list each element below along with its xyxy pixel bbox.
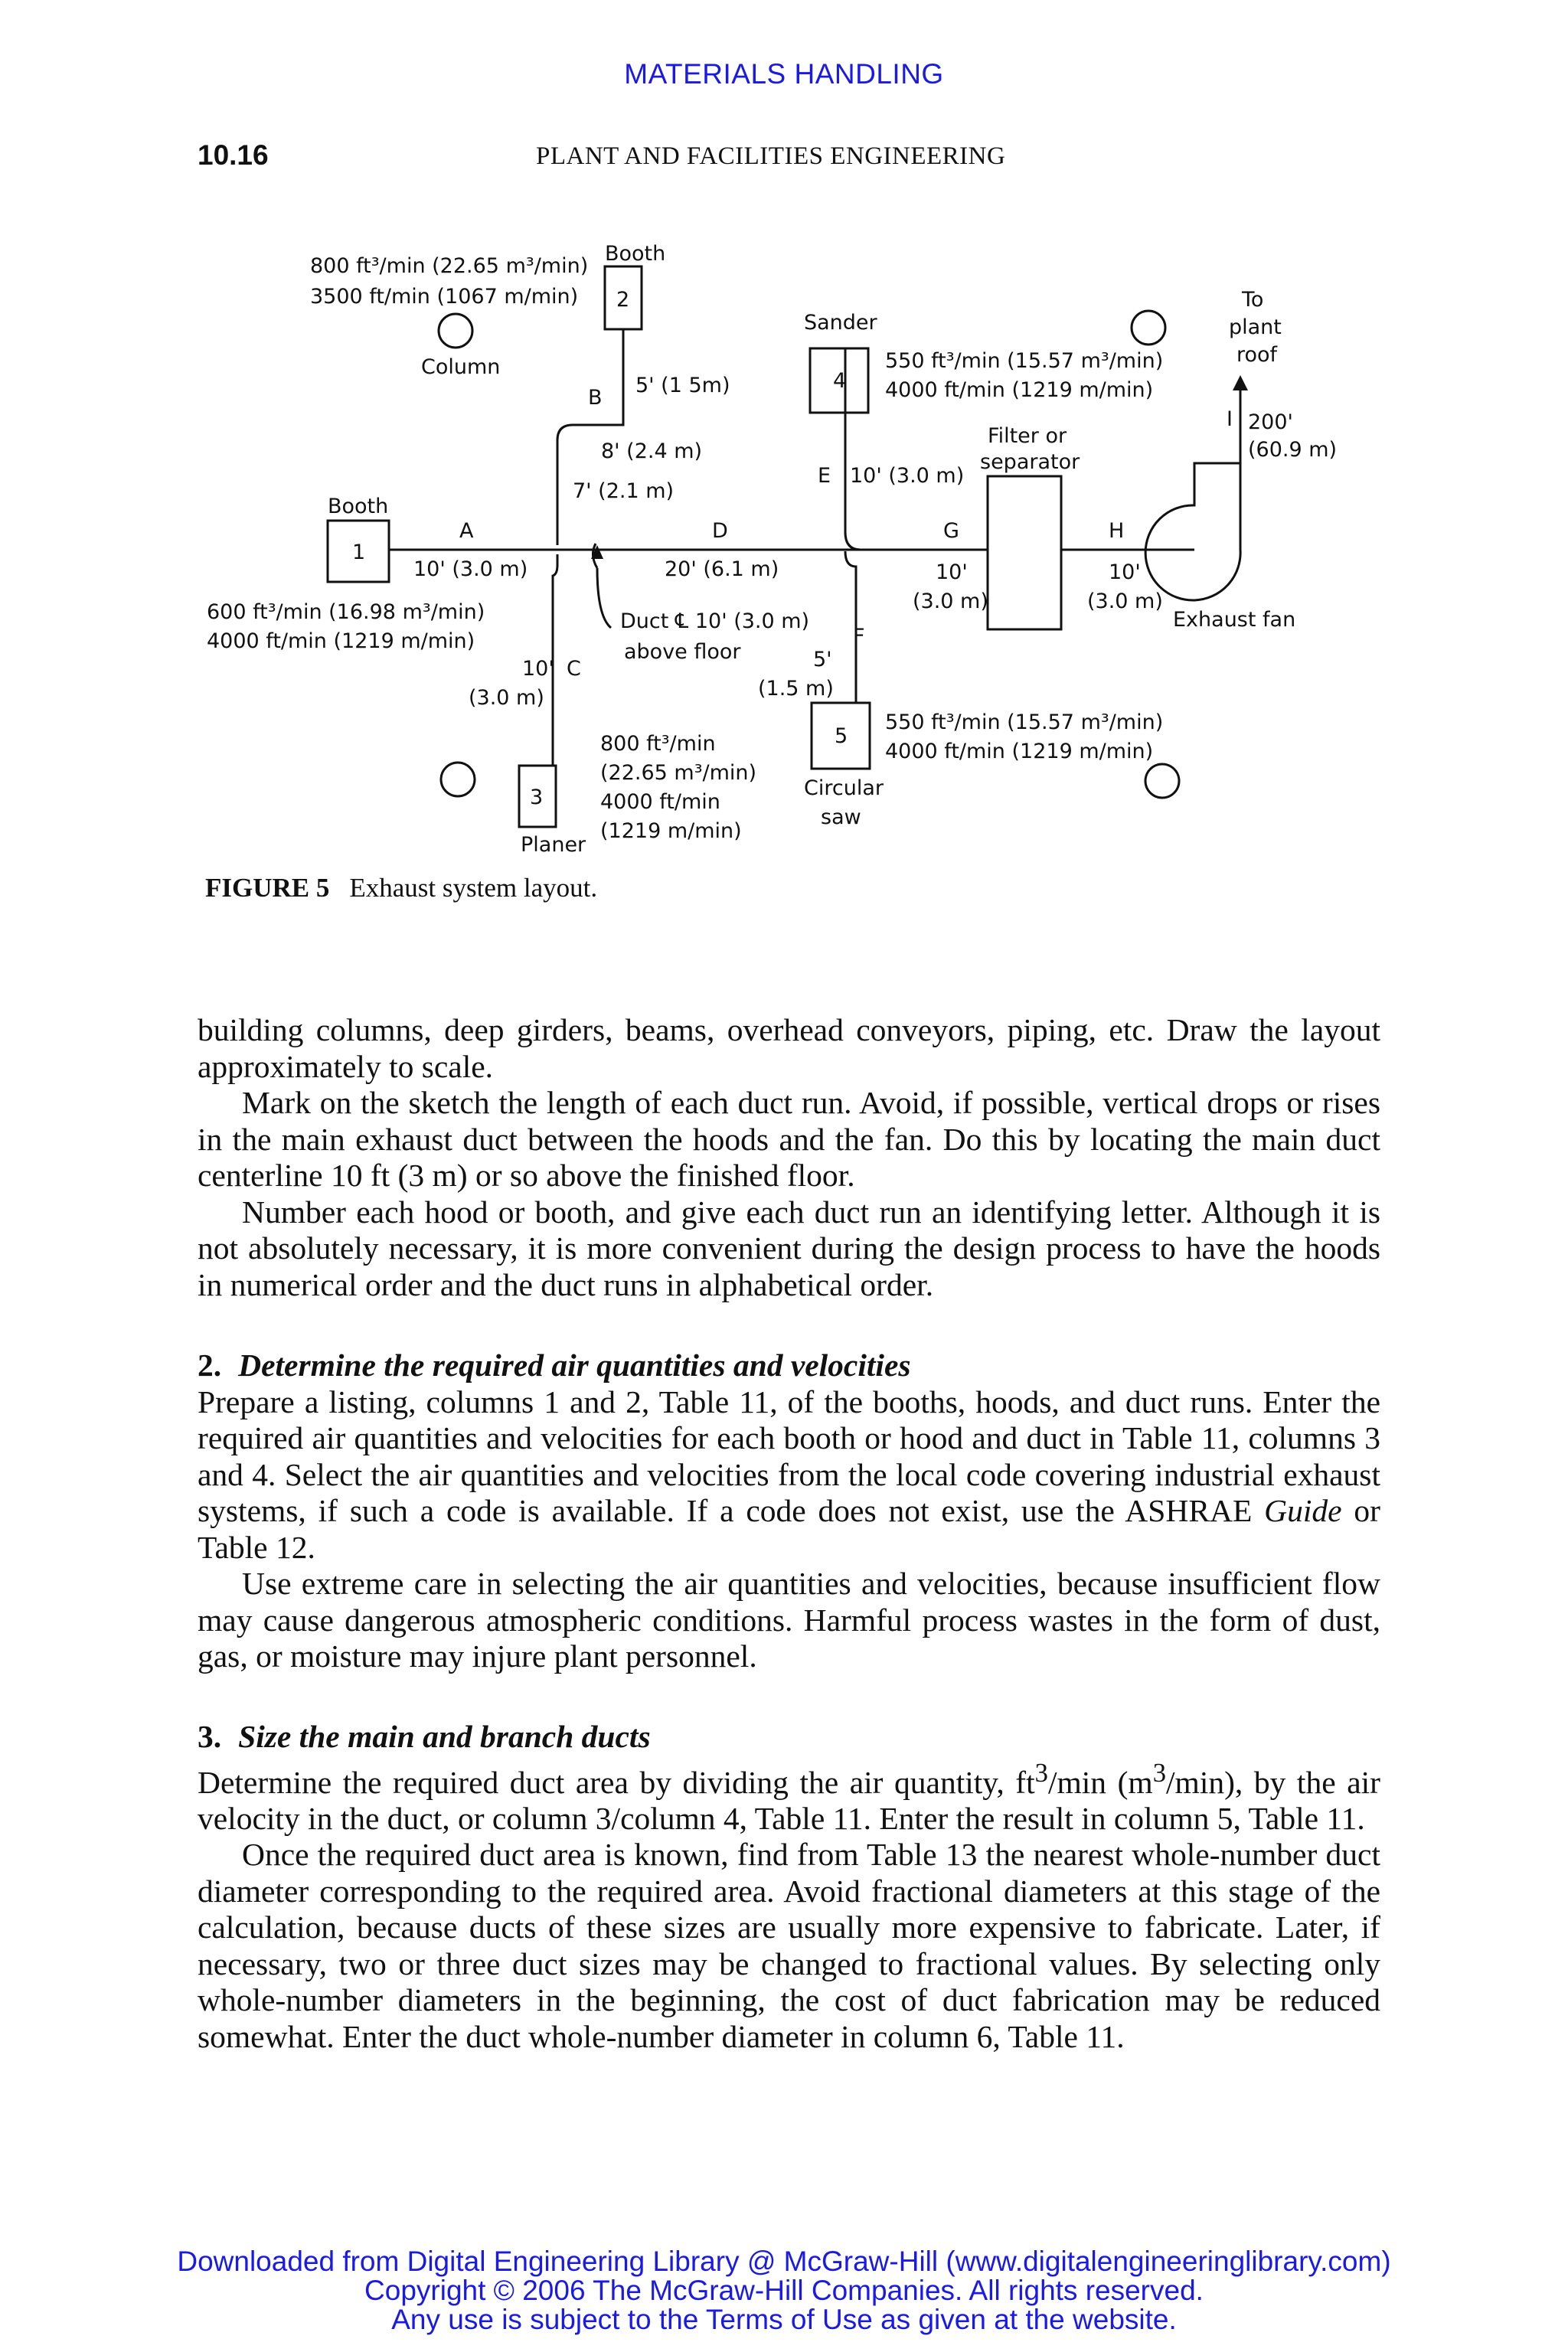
filter-label-1: Filter or [988,424,1067,448]
footer-line-2: Copyright © 2006 The McGraw-Hill Companies. All rights reserved. [364,2275,1204,2306]
duct-b-label: B [588,386,603,410]
filter-box [988,476,1061,629]
planer-flow-3: 4000 ft/min [600,790,720,814]
duct-note-2: above floor [624,640,741,664]
roof-arrow-icon [1233,375,1248,390]
planer-label: Planer [521,833,586,857]
duct-e [845,348,861,550]
planer-number: 3 [530,786,544,809]
body-text-block-1 [198,1012,1380,1303]
duct-b [557,329,623,545]
booth2-velocity: 3500 ft/min (1067 m/min) [310,285,579,309]
planer-flow-1: 800 ft³/min [600,732,716,756]
sander-flow: 550 ft³/min (15.57 m³/min) [885,349,1164,373]
filter-label-2: separator [980,450,1080,474]
roof-label-1: To [1242,288,1264,312]
paragraph-7: Once the required duct area is known, find from Table 13 the nearest whole-number duct diameter corresponding to the required area. Avoid fractional diameters at this stage of the calculation, because ducts of these sizes are usually more expensive to fabricate. Later, if necessary, two or three duct sizes may be changed to fractional values. By selecting only whole-number diameters in the beginning, the cost of duct fabrication may be reduced somewhat. Enter the duct whole-number diameter in column 6, Table 11. [198,1837,1380,2054]
roof-label-2: plant [1229,315,1282,339]
duct-note-1: Duct ℄ 10' (3.0 m) [620,609,810,633]
duct-d-label: D [712,519,728,543]
duct-c-label: C [567,657,581,681]
booth2-title: Booth [605,242,666,266]
duct-f-length-1: 5' [813,648,832,671]
figure-caption-label: FIGURE 5 [205,873,330,903]
duct-i-length-1: 200' [1248,410,1293,434]
section-3-heading: 3. Size the main and branch ducts [198,1719,651,1754]
running-title: PLANT AND FACILITIES ENGINEERING [536,142,1006,170]
planer-flow-2: (22.65 m³/min) [600,761,757,785]
figure-caption-text: Exhaust system layout. [349,873,598,903]
sander-velocity: 4000 ft/min (1219 m/min) [885,378,1154,402]
duct-f-label: F [853,625,865,648]
column-3-circle [441,763,475,796]
saw-label-2: saw [821,805,861,829]
booth1-number: 1 [352,541,366,564]
paragraph-6: Determine the required duct area by dividing the air quantity, $ft^3/\min$ $(m^3/\min)$, by the air velocity in the duct, or column 3/column 4, Table 11. Enter the result in column 5, Table 11. [198,1758,1380,1836]
paragraph-4: Prepare a listing, columns 1 and 2, Table 11, of the booths, hoods, and duct runs. Enter the required air quantities and velocities for each booth or hood and duct in Table 11, columns 3 and 4. Select the air quantities and velocities from the local code covering industrial exhaust systems, if such a code is available. If a code does not exist, use the ASHRAE Guide or Table 12. [198,1383,1380,1565]
roof-label-3: roof [1236,343,1278,367]
duct-a-label: A [459,519,474,543]
column-label: Column [421,355,501,379]
footer-line-3: Any use is subject to the Terms of Use as given at the website. [391,2304,1177,2335]
booth2-flow: 800 ft³/min (22.65 m³/min) [310,254,589,278]
duct-e-length: 10' (3.0 m) [850,464,965,488]
duct-note-leader-2 [597,568,611,628]
duct-g-length-1: 10' [936,560,968,584]
duct-i-length-2: (60.9 m) [1248,438,1338,462]
sander-label: Sander [804,311,877,335]
paragraph-1: building columns, deep girders, beams, overhead conveyors, piping, etc. Draw the layout approximately to scale. [198,1012,1380,1084]
footer [0,2247,1568,2334]
saw-number: 5 [835,724,848,748]
booth1-title: Booth [328,495,389,518]
duct-c-length-1: 10' [522,657,554,681]
duct-f-length-2: (1.5 m) [758,677,834,701]
paragraph-3: Number each hood or booth, and give each duct run an identifying letter. Although it is not absolutely necessary, it is more convenient during the design process to have the hoods in numerical order and the duct runs in alphabetical order. [198,1194,1380,1302]
section-2-heading: 2. Determine the required air quantities and velocities [198,1348,911,1383]
section-2 [198,1348,1380,1675]
duct-h-label: H [1109,519,1125,543]
duct-a-length: 10' (3.0 m) [413,557,528,581]
column-1-circle [439,314,472,348]
planer-flow-4: (1219 m/min) [600,819,742,843]
saw-label-1: Circular [804,776,884,800]
top-header-link[interactable]: MATERIALS HANDLING [624,58,944,90]
saw-velocity: 4000 ft/min (1219 m/min) [885,740,1154,763]
booth1-velocity: 4000 ft/min (1219 m/min) [207,629,475,653]
exhaust-fan-shape [1145,463,1240,600]
section-3 [198,1719,1380,2055]
paragraph-5: Use extreme care in selecting the air quantities and velocities, because insufficient flow may cause dangerous atmospheric conditions. Harmful process wastes in the form of dust, gas, or moisture may injure plant personnel. [198,1566,1380,1674]
duct-h-length-2: (3.0 m) [1087,590,1163,613]
paragraph-2: Mark on the sketch the length of each duct run. Avoid, if possible, vertical drops or rises in the main exhaust duct between the hoods and the fan. Do this by locating the main duct centerline 10 ft (3 m) or so above the finished floor. [198,1085,1380,1193]
page-number: 10.16 [198,139,269,171]
footer-line-1[interactable]: Downloaded from Digital Engineering Library @ McGraw-Hill (www.digitalengineeringlibrary.com) [177,2246,1391,2277]
sander-number: 4 [833,369,847,393]
duct-b-length: 5' (1 5m) [635,374,730,397]
column-2-circle [1132,311,1165,345]
duct-c-length-2: (3.0 m) [469,686,544,710]
booth1-flow: 600 ft³/min (16.98 m³/min) [207,600,485,624]
saw-flow: 550 ft³/min (15.57 m³/min) [885,710,1164,734]
exhaust-fan-label: Exhaust fan [1173,608,1296,632]
duct-b-length-3: 7' (2.1 m) [573,479,675,503]
duct-g-length-2: (3.0 m) [913,590,988,613]
figure-caption [205,873,597,903]
duct-g-label: G [943,519,959,543]
exhaust-system-diagram [191,230,1340,865]
booth2-number: 2 [616,288,630,312]
duct-h-length-1: 10' [1109,560,1141,584]
column-4-circle [1145,764,1179,798]
duct-e-label: E [818,464,831,488]
duct-b-length-2: 8' (2.4 m) [601,439,703,463]
duct-i-label: I [1227,407,1233,431]
duct-d-length: 20' (6.1 m) [665,557,779,581]
